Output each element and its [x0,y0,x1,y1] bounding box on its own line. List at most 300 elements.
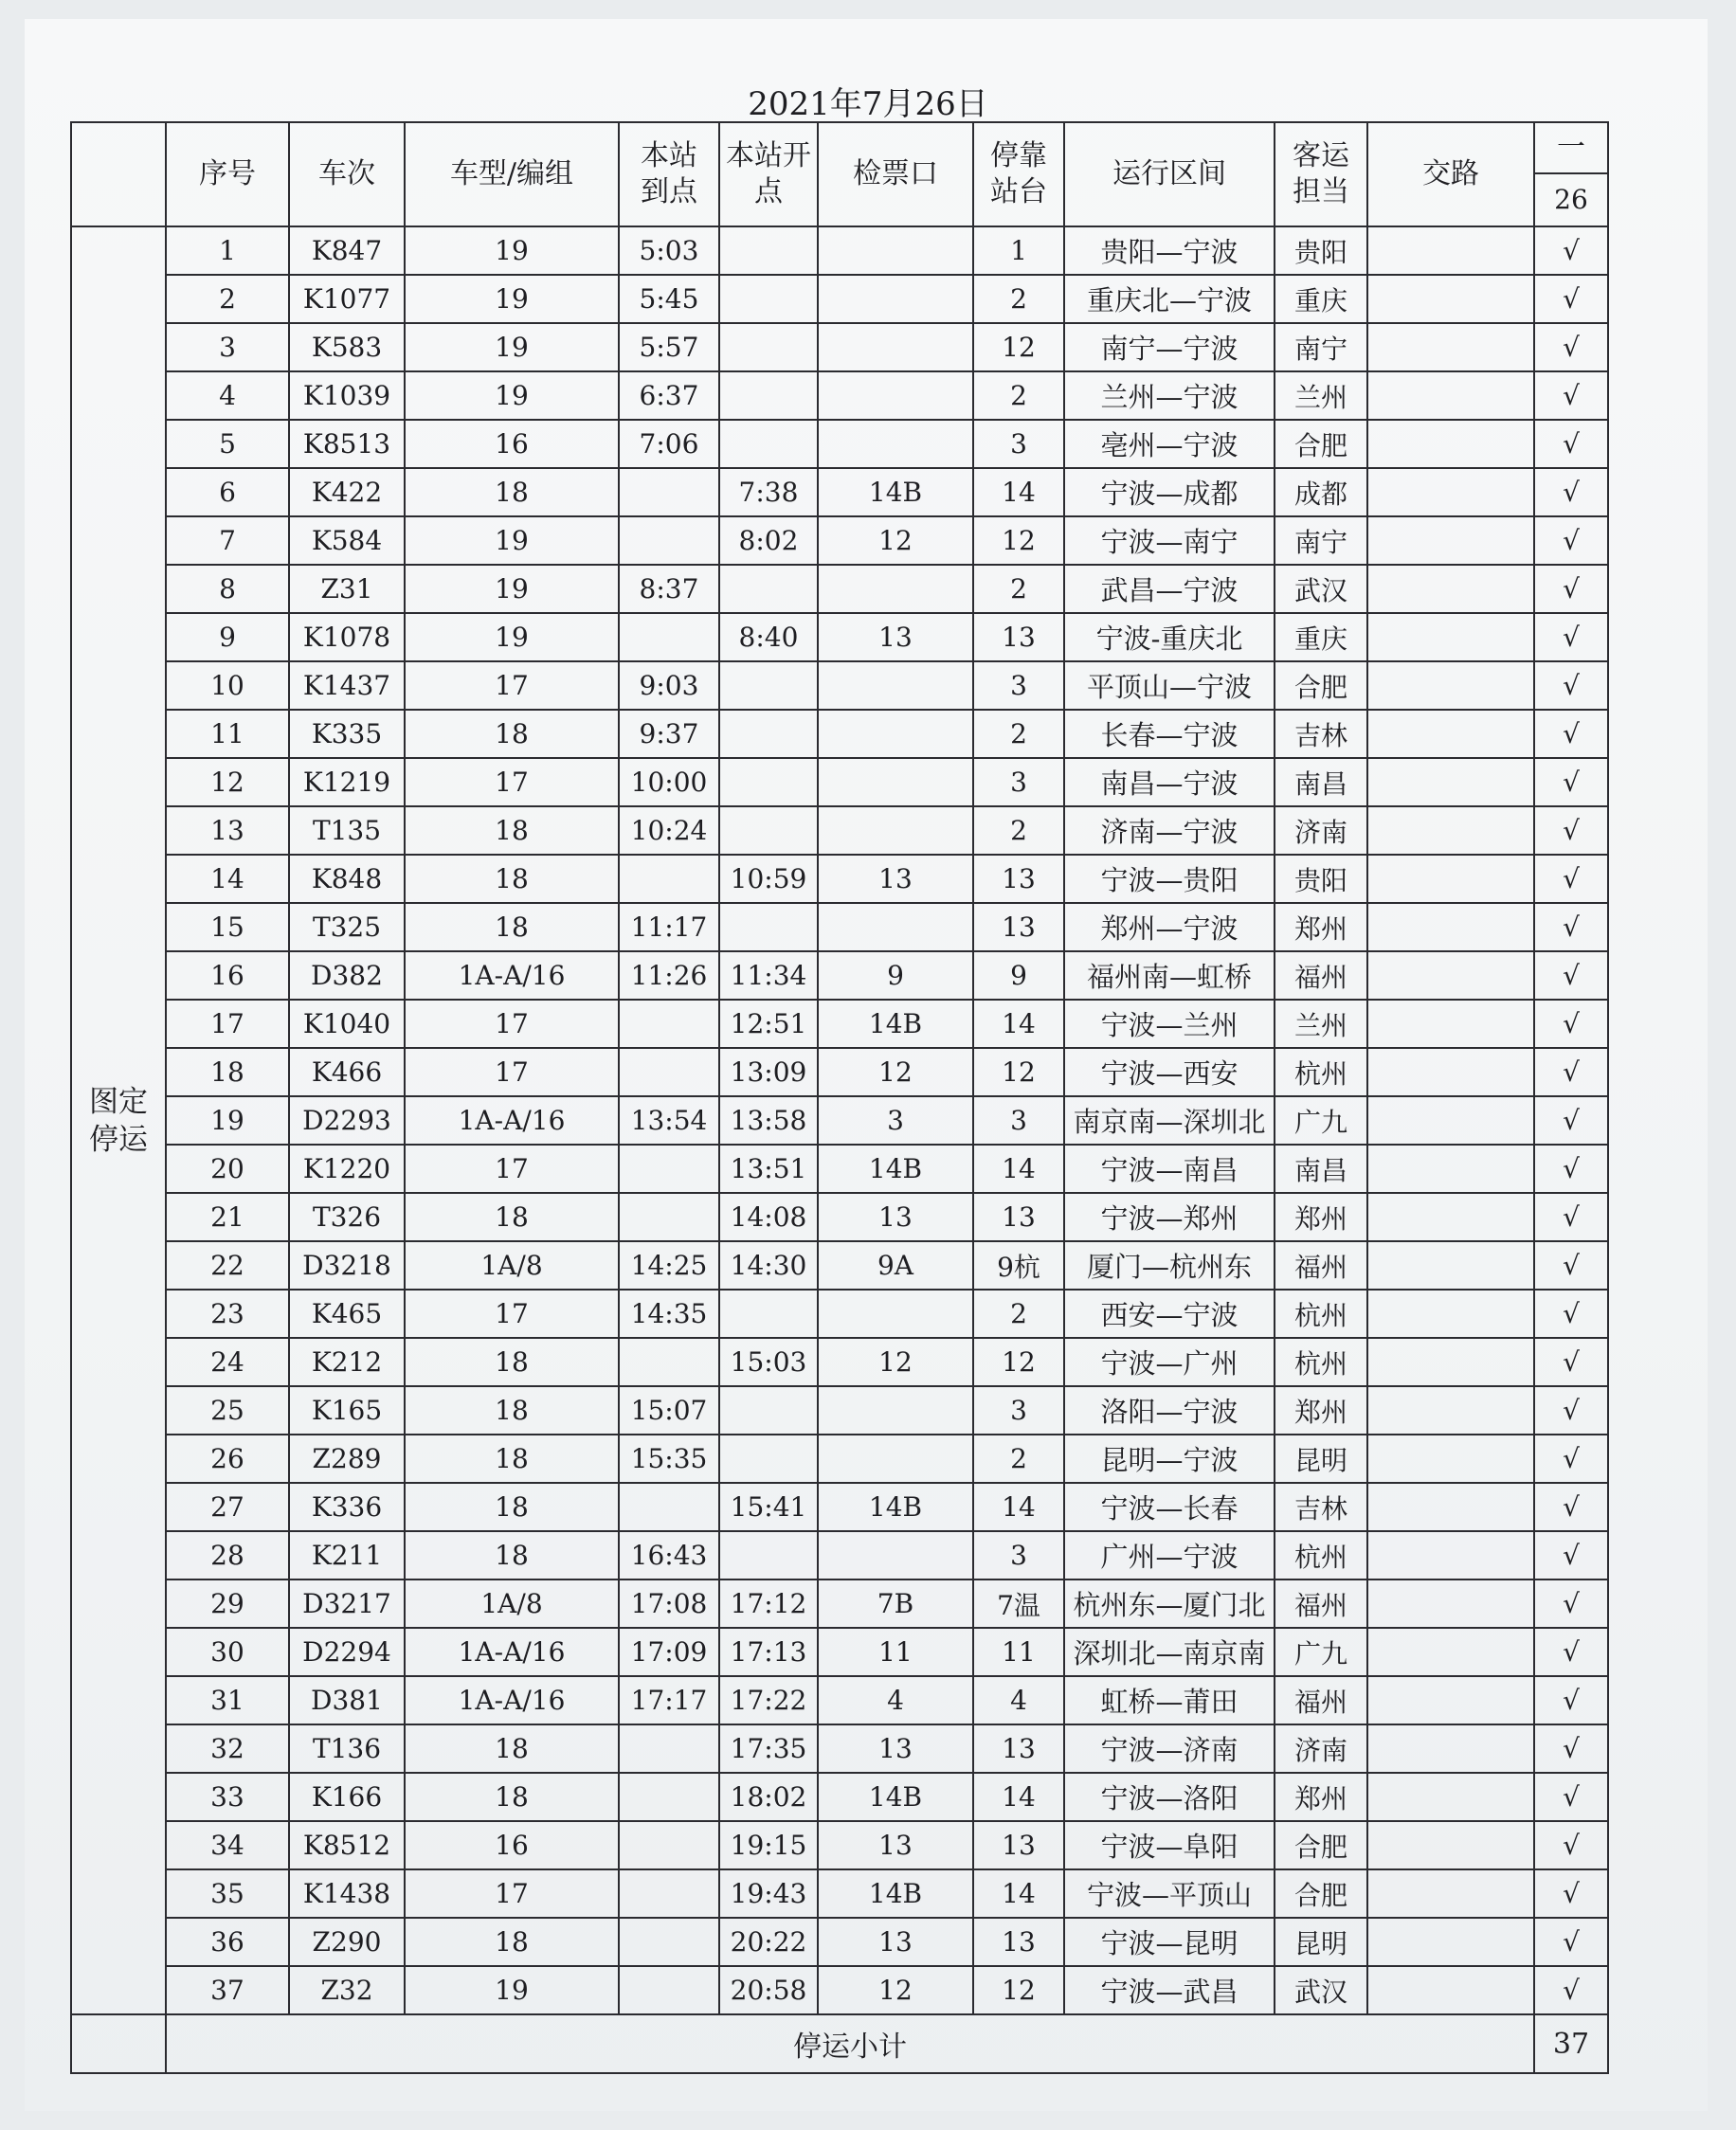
platform-cell: 12 [973,323,1064,371]
check-mark-cell: √ [1534,1724,1608,1773]
operator-cell: 兰州 [1275,371,1367,420]
routing-cell [1367,661,1534,710]
platform-cell: 9杭 [973,1241,1064,1290]
route-cell: 宁波—南昌 [1064,1145,1275,1193]
check-mark-cell: √ [1534,613,1608,661]
train-type-cell: 18 [405,1918,619,1966]
departure-time-cell [719,565,818,613]
train-type-cell: 19 [405,565,619,613]
route-cell: 洛阳—宁波 [1064,1386,1275,1435]
train-number-cell: K422 [289,468,405,516]
route-cell: 宁波—济南 [1064,1724,1275,1773]
routing-cell [1367,855,1534,903]
departure-time-cell: 8:40 [719,613,818,661]
seq-cell: 2 [166,275,289,323]
ticket-gate-cell [818,661,973,710]
train-type-cell: 18 [405,1531,619,1579]
header-type: 车型/编组 [405,122,619,226]
table-row [71,1193,1608,1241]
platform-cell: 12 [973,1338,1064,1386]
train-number-cell: K584 [289,516,405,565]
departure-time-cell [719,661,818,710]
seq-cell: 15 [166,903,289,951]
table-row [71,1724,1608,1773]
header-depart [719,122,818,226]
header-platform-text: 停靠站台 [990,139,1047,208]
train-type-cell: 17 [405,1869,619,1918]
routing-cell [1367,1821,1534,1869]
route-cell: 宁波—兰州 [1064,1000,1275,1048]
table-row [71,1966,1608,2014]
seq-cell: 26 [166,1435,289,1483]
train-number-cell: D3217 [289,1579,405,1628]
table-row [71,1869,1608,1918]
train-number-cell: T325 [289,903,405,951]
header-operator-text: 客运担当 [1293,139,1349,208]
route-cell: 宁波—郑州 [1064,1193,1275,1241]
ticket-gate-cell [818,758,973,806]
check-mark-cell: √ [1534,1338,1608,1386]
departure-time-cell: 10:59 [719,855,818,903]
route-cell: 广州—宁波 [1064,1531,1275,1579]
routing-cell [1367,275,1534,323]
header-mark-top: 一 [1535,123,1607,174]
train-type-cell: 1A/8 [405,1579,619,1628]
routing-cell [1367,1048,1534,1096]
check-mark-cell: √ [1534,1531,1608,1579]
train-type-cell: 19 [405,613,619,661]
table-row [71,1386,1608,1435]
group-label: 图定停运 [89,1084,148,1157]
departure-time-cell [719,758,818,806]
ticket-gate-cell: 9 [818,951,973,1000]
header-arrive-text: 本站到点 [641,139,697,208]
platform-cell: 2 [973,371,1064,420]
operator-cell: 合肥 [1275,420,1367,468]
arrival-time-cell: 14:35 [619,1290,719,1338]
train-type-cell: 19 [405,371,619,420]
check-mark-cell: √ [1534,710,1608,758]
operator-cell: 杭州 [1275,1338,1367,1386]
check-mark-cell: √ [1534,1435,1608,1483]
ticket-gate-cell [818,1531,973,1579]
train-number-cell: K848 [289,855,405,903]
arrival-time-cell: 11:17 [619,903,719,951]
train-type-cell: 18 [405,1338,619,1386]
table-row [71,1338,1608,1386]
train-type-cell: 1A-A/16 [405,1676,619,1724]
table-row [71,1000,1608,1048]
table-row [71,565,1608,613]
seq-cell: 33 [166,1773,289,1821]
train-type-cell: 18 [405,1483,619,1531]
platform-cell: 14 [973,468,1064,516]
operator-cell: 南昌 [1275,758,1367,806]
seq-cell: 19 [166,1096,289,1145]
ticket-gate-cell: 13 [818,855,973,903]
arrival-time-cell [619,468,719,516]
seq-cell: 24 [166,1338,289,1386]
check-mark-cell: √ [1534,1628,1608,1676]
train-number-cell: K8513 [289,420,405,468]
arrival-time-cell: 5:45 [619,275,719,323]
train-type-cell: 18 [405,1386,619,1435]
table-row [71,903,1608,951]
ticket-gate-cell: 14B [818,1145,973,1193]
departure-time-cell: 17:35 [719,1724,818,1773]
operator-cell: 吉林 [1275,710,1367,758]
routing-cell [1367,1435,1534,1483]
route-cell: 南宁—宁波 [1064,323,1275,371]
seq-cell: 37 [166,1966,289,2014]
arrival-time-cell: 9:03 [619,661,719,710]
seq-cell: 30 [166,1628,289,1676]
operator-cell: 郑州 [1275,903,1367,951]
arrival-time-cell: 17:17 [619,1676,719,1724]
seq-cell: 17 [166,1000,289,1048]
ticket-gate-cell: 14B [818,1000,973,1048]
route-cell: 深圳北—南京南 [1064,1628,1275,1676]
table-row [71,516,1608,565]
header-platform [973,122,1064,226]
check-mark-cell: √ [1534,420,1608,468]
platform-cell: 13 [973,855,1064,903]
route-cell: 贵阳—宁波 [1064,226,1275,275]
arrival-time-cell: 11:26 [619,951,719,1000]
departure-time-cell: 19:43 [719,1869,818,1918]
header-routing: 交路 [1367,122,1534,226]
train-number-cell: D3218 [289,1241,405,1290]
table-row [71,855,1608,903]
arrival-time-cell: 13:54 [619,1096,719,1145]
routing-cell [1367,1531,1534,1579]
route-cell: 西安—宁波 [1064,1290,1275,1338]
table-row [71,1773,1608,1821]
arrival-time-cell: 17:08 [619,1579,719,1628]
seq-cell: 4 [166,371,289,420]
train-number-cell: K1077 [289,275,405,323]
routing-cell [1367,806,1534,855]
departure-time-cell [719,1290,818,1338]
ticket-gate-cell: 14B [818,1869,973,1918]
departure-time-cell: 17:13 [719,1628,818,1676]
departure-time-cell: 7:38 [719,468,818,516]
check-mark-cell: √ [1534,516,1608,565]
platform-cell: 11 [973,1628,1064,1676]
platform-cell: 13 [973,1918,1064,1966]
train-number-cell: T136 [289,1724,405,1773]
platform-cell: 13 [973,1724,1064,1773]
train-type-cell: 18 [405,855,619,903]
train-number-cell: K1039 [289,371,405,420]
ticket-gate-cell [818,710,973,758]
seq-cell: 10 [166,661,289,710]
check-mark-cell: √ [1534,903,1608,951]
ticket-gate-cell: 12 [818,1048,973,1096]
routing-cell [1367,1096,1534,1145]
routing-cell [1367,226,1534,275]
table-row [71,1579,1608,1628]
check-mark-cell: √ [1534,1386,1608,1435]
summary-label: 停运小计 [166,2014,1534,2073]
routing-cell [1367,758,1534,806]
operator-cell: 合肥 [1275,1869,1367,1918]
ticket-gate-cell [818,420,973,468]
seq-cell: 16 [166,951,289,1000]
platform-cell: 3 [973,758,1064,806]
train-type-cell: 18 [405,1773,619,1821]
arrival-time-cell: 9:37 [619,710,719,758]
operator-cell: 合肥 [1275,661,1367,710]
route-cell: 南昌—宁波 [1064,758,1275,806]
routing-cell [1367,1193,1534,1241]
check-mark-cell: √ [1534,1193,1608,1241]
ticket-gate-cell [818,371,973,420]
ticket-gate-cell: 13 [818,1918,973,1966]
train-type-cell: 17 [405,1048,619,1096]
train-type-cell: 18 [405,468,619,516]
arrival-time-cell [619,1724,719,1773]
check-mark-cell: √ [1534,758,1608,806]
table-row [71,806,1608,855]
seq-cell: 11 [166,710,289,758]
operator-cell: 武汉 [1275,1966,1367,2014]
operator-cell: 福州 [1275,1676,1367,1724]
check-mark-cell: √ [1534,1096,1608,1145]
table-row [71,1531,1608,1579]
routing-cell [1367,1338,1534,1386]
seq-cell: 34 [166,1821,289,1869]
header-route: 运行区间 [1064,122,1275,226]
train-number-cell: K1220 [289,1145,405,1193]
document-page [25,19,1708,2111]
train-number-cell: D2294 [289,1628,405,1676]
table-row [71,613,1608,661]
ticket-gate-cell: 14B [818,1773,973,1821]
route-cell: 长春—宁波 [1064,710,1275,758]
seq-cell: 13 [166,806,289,855]
operator-cell: 昆明 [1275,1918,1367,1966]
document-date: 2021年7月26日 [748,85,988,123]
route-cell: 济南—宁波 [1064,806,1275,855]
train-number-cell: K583 [289,323,405,371]
train-type-cell: 17 [405,758,619,806]
table-row [71,1918,1608,1966]
train-number-cell: D381 [289,1676,405,1724]
operator-cell: 吉林 [1275,1483,1367,1531]
arrival-time-cell [619,1821,719,1869]
operator-cell: 郑州 [1275,1386,1367,1435]
header-depart-text: 本站开点 [726,139,811,208]
departure-time-cell: 17:22 [719,1676,818,1724]
summary-blank-cell [71,2014,166,2073]
routing-cell [1367,1918,1534,1966]
platform-cell: 13 [973,613,1064,661]
platform-cell: 3 [973,1386,1064,1435]
table-row [71,420,1608,468]
arrival-time-cell [619,1918,719,1966]
operator-cell: 福州 [1275,1241,1367,1290]
ticket-gate-cell [818,565,973,613]
platform-cell: 14 [973,1000,1064,1048]
check-mark-cell: √ [1534,1966,1608,2014]
route-cell: 昆明—宁波 [1064,1435,1275,1483]
operator-cell: 郑州 [1275,1193,1367,1241]
ticket-gate-cell: 13 [818,613,973,661]
seq-cell: 20 [166,1145,289,1193]
ticket-gate-cell: 12 [818,1966,973,2014]
operator-cell: 南昌 [1275,1145,1367,1193]
routing-cell [1367,1773,1534,1821]
train-number-cell: Z32 [289,1966,405,2014]
seq-cell: 36 [166,1918,289,1966]
train-number-cell: K847 [289,226,405,275]
route-cell: 郑州—宁波 [1064,903,1275,951]
ticket-gate-cell [818,1435,973,1483]
operator-cell: 福州 [1275,1579,1367,1628]
platform-cell: 9 [973,951,1064,1000]
route-cell: 福州南—虹桥 [1064,951,1275,1000]
train-number-cell: K211 [289,1531,405,1579]
train-type-cell: 19 [405,323,619,371]
departure-time-cell: 13:09 [719,1048,818,1096]
ticket-gate-cell [818,323,973,371]
arrival-time-cell: 7:06 [619,420,719,468]
route-cell: 宁波—昆明 [1064,1918,1275,1966]
arrival-time-cell: 16:43 [619,1531,719,1579]
check-mark-cell: √ [1534,1579,1608,1628]
departure-time-cell [719,323,818,371]
check-mark-cell: √ [1534,1869,1608,1918]
train-number-cell: K8512 [289,1821,405,1869]
operator-cell: 济南 [1275,1724,1367,1773]
header-group-blank [71,122,166,226]
header-mark-bottom: 26 [1554,184,1588,215]
routing-cell [1367,371,1534,420]
departure-time-cell [719,1435,818,1483]
routing-cell [1367,1241,1534,1290]
check-mark-cell: √ [1534,1000,1608,1048]
seq-cell: 3 [166,323,289,371]
platform-cell: 1 [973,226,1064,275]
train-number-cell: D2293 [289,1096,405,1145]
seq-cell: 8 [166,565,289,613]
check-mark-cell: √ [1534,1145,1608,1193]
check-mark-cell: √ [1534,1918,1608,1966]
departure-time-cell [719,710,818,758]
ticket-gate-cell [818,1386,973,1435]
check-mark-cell: √ [1534,1048,1608,1096]
seq-cell: 12 [166,758,289,806]
arrival-time-cell [619,1338,719,1386]
departure-time-cell: 15:41 [719,1483,818,1531]
train-type-cell: 17 [405,1145,619,1193]
train-type-cell: 19 [405,1966,619,2014]
operator-cell: 广九 [1275,1628,1367,1676]
platform-cell: 2 [973,565,1064,613]
route-cell: 宁波—武昌 [1064,1966,1275,2014]
routing-cell [1367,613,1534,661]
platform-cell: 2 [973,275,1064,323]
table-row [71,323,1608,371]
table-row [71,1483,1608,1531]
table-row [71,1241,1608,1290]
platform-cell: 14 [973,1773,1064,1821]
train-number-cell: K336 [289,1483,405,1531]
arrival-time-cell: 10:24 [619,806,719,855]
route-cell: 平顶山—宁波 [1064,661,1275,710]
train-schedule-table [70,121,1609,2074]
operator-cell: 南宁 [1275,516,1367,565]
ticket-gate-cell: 3 [818,1096,973,1145]
table-row [71,1145,1608,1193]
operator-cell: 杭州 [1275,1048,1367,1096]
summary-total: 37 [1534,2014,1608,2073]
ticket-gate-cell: 9A [818,1241,973,1290]
train-type-cell: 17 [405,1000,619,1048]
ticket-gate-cell: 12 [818,516,973,565]
routing-cell [1367,1145,1534,1193]
operator-cell: 贵阳 [1275,226,1367,275]
routing-cell [1367,951,1534,1000]
routing-cell [1367,1000,1534,1048]
route-cell: 宁波—平顶山 [1064,1869,1275,1918]
check-mark-cell: √ [1534,323,1608,371]
platform-cell: 12 [973,1048,1064,1096]
train-number-cell: K465 [289,1290,405,1338]
table-row [71,468,1608,516]
departure-time-cell: 15:03 [719,1338,818,1386]
table-row [71,226,1608,275]
route-cell: 虹桥—莆田 [1064,1676,1275,1724]
operator-cell: 杭州 [1275,1290,1367,1338]
check-mark-cell: √ [1534,565,1608,613]
arrival-time-cell: 5:03 [619,226,719,275]
seq-cell: 18 [166,1048,289,1096]
train-type-cell: 19 [405,516,619,565]
departure-time-cell: 18:02 [719,1773,818,1821]
platform-cell: 14 [973,1483,1064,1531]
route-cell: 杭州东—厦门北 [1064,1579,1275,1628]
routing-cell [1367,1869,1534,1918]
seq-cell: 9 [166,613,289,661]
ticket-gate-cell: 13 [818,1193,973,1241]
seq-cell: 28 [166,1531,289,1579]
route-cell: 重庆北—宁波 [1064,275,1275,323]
platform-cell: 12 [973,1966,1064,2014]
platform-cell: 3 [973,1531,1064,1579]
platform-cell: 3 [973,420,1064,468]
departure-time-cell: 13:58 [719,1096,818,1145]
table-row [71,1096,1608,1145]
ticket-gate-cell [818,275,973,323]
header-gate: 检票口 [818,122,973,226]
departure-time-cell: 11:34 [719,951,818,1000]
train-type-cell: 18 [405,1724,619,1773]
check-mark-cell: √ [1534,1676,1608,1724]
header-train: 车次 [289,122,405,226]
operator-cell: 贵阳 [1275,855,1367,903]
table-row [71,1435,1608,1483]
train-number-cell: K466 [289,1048,405,1096]
ticket-gate-cell: 7B [818,1579,973,1628]
platform-cell: 13 [973,903,1064,951]
arrival-time-cell [619,516,719,565]
table-row [71,1290,1608,1338]
route-cell: 亳州—宁波 [1064,420,1275,468]
train-type-cell: 1A/8 [405,1241,619,1290]
operator-cell: 合肥 [1275,1821,1367,1869]
